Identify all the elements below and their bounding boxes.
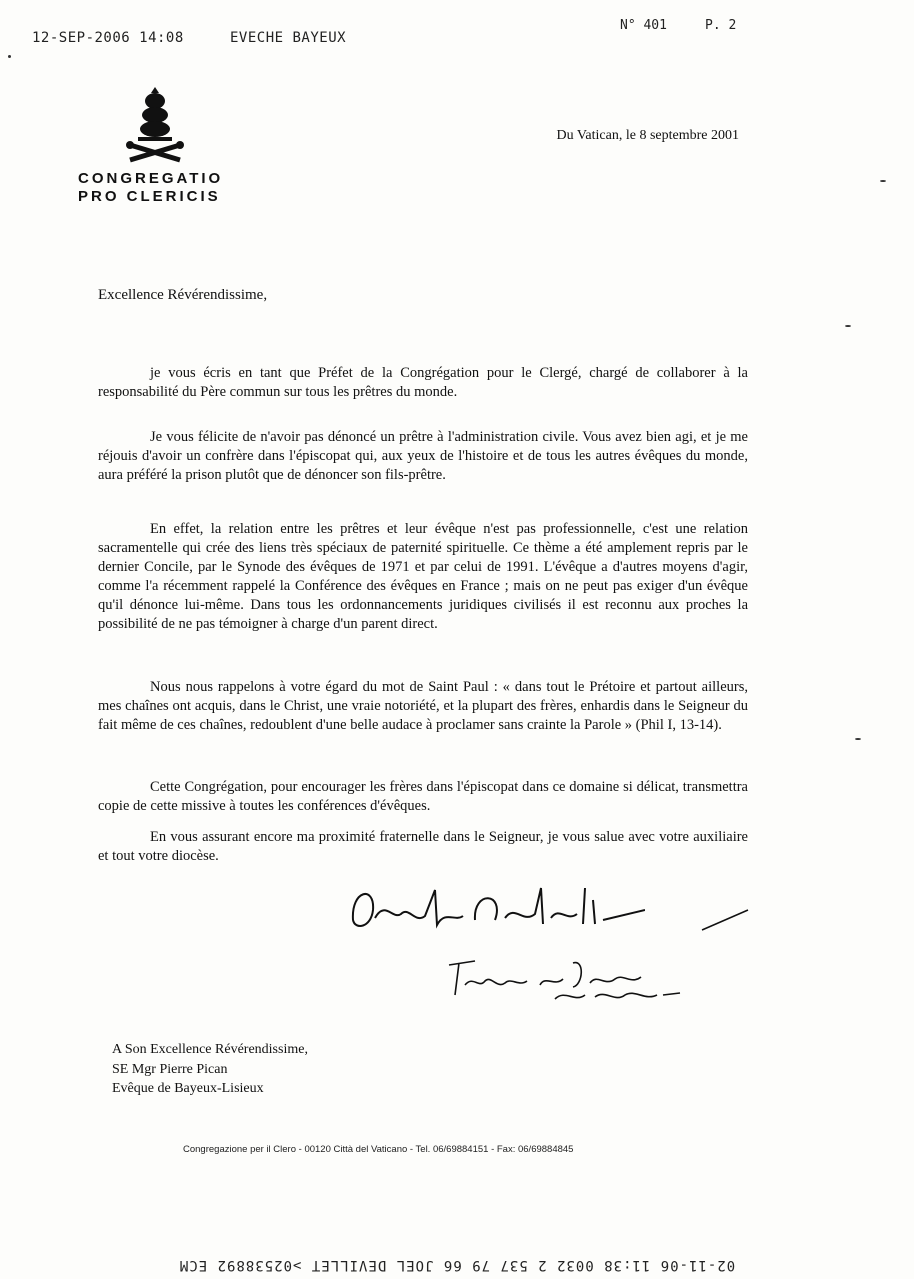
scan-speck bbox=[855, 738, 861, 740]
paragraph-1: je vous écris en tant que Préfet de la Congrégation pour le Clergé, chargé de collaborer à la responsabilité du Père commun sur tous les prêtres du monde. bbox=[98, 365, 748, 400]
scan-speck bbox=[8, 55, 11, 58]
fax-page: P. 2 bbox=[705, 18, 737, 33]
dateline: Du Vatican, le 8 septembre 2001 bbox=[556, 128, 739, 143]
letterhead-footer: Congregazione per il Clero - 00120 Città del Vaticano - Tel. 06/69884151 - Fax: 06/69884845 bbox=[183, 1144, 574, 1155]
org-name-line1: CONGREGATIO bbox=[78, 170, 224, 187]
org-name-line2: PRO CLERICIS bbox=[78, 188, 221, 205]
paragraph-6: En vous assurant encore ma proximité fraternelle dans le Seigneur, je vous salue avec votre auxiliaire et tout votre diocèse. bbox=[98, 829, 748, 864]
salutation: Excellence Révérendissime, bbox=[98, 287, 268, 303]
fax-bottom-strip: 02-11-06 11:38 0032 2 537 79 66 JOEL DEVILLET >02538892 ECM bbox=[178, 1257, 736, 1273]
signature-flourish bbox=[700, 905, 750, 935]
recipient-line-1: A Son Excellence Révérendissime, bbox=[112, 1042, 308, 1057]
paragraph-4: Nous nous rappelons à votre égard du mot de Saint Paul : « dans tout le Prétoire et partout ailleurs, mes chaînes ont acquis, dans le Christ, une vraie notoriété, et la plupart des frères, enhardis dans le Seigneur du fait même de ces chaînes, redoublent d'une belle audace à proclamer sans crainte la Parole » (Phil I, 13-14). bbox=[98, 679, 748, 733]
scan-speck bbox=[880, 180, 886, 182]
papal-crest-icon bbox=[120, 85, 190, 165]
recipient-line-3: Evêque de Bayeux-Lisieux bbox=[112, 1081, 264, 1096]
paragraph-2: Je vous félicite de n'avoir pas dénoncé un prêtre à l'administration civile. Vous avez bien agi, et je me réjouis d'avoir un confrère dans l'épiscopat qui, aux yeux de l'histoire et de tous les autres évêques du monde, aura préféré la prison plutôt que de dénoncer son fils-prêtre. bbox=[98, 429, 748, 483]
secretary-signature bbox=[445, 955, 695, 1010]
paragraph-5: Cette Congrégation, pour encourager les frères dans l'épiscopat dans ce domaine si délicat, transmettra copie de cette missive à toutes les conférences d'évêques. bbox=[98, 779, 748, 814]
paragraph-3: En effet, la relation entre les prêtres et leur évêque n'est pas professionnelle, c'est une relation sacramentelle qui crée des liens très spéciaux de paternité spirituelle. Ce thème a été amplement repris par le dernier Concile, par le Synode des évêques de 1971 et par celui de 1991. L'évêque a d'autres moyens d'agir, comme l'a récemment rappelé la Conférence des évêques en France ; mais on ne peut pas exiger d'un évêque qu'il dénonce lui-même. Dans tous les ordonnancements juridiques civilisés il est reconnu aux proches la possibilité de ne pas témoigner à charge d'un parent direct. bbox=[98, 521, 748, 632]
fax-sender: EVECHE BAYEUX bbox=[230, 30, 347, 46]
fax-number: N° 401 bbox=[620, 18, 667, 33]
scan-speck bbox=[845, 325, 851, 327]
recipient-block bbox=[112, 1040, 308, 1099]
recipient-line-2: SE Mgr Pierre Pican bbox=[112, 1061, 228, 1077]
cardinal-signature bbox=[345, 880, 645, 940]
fax-timestamp: 12-SEP-2006 14:08 bbox=[32, 30, 184, 46]
